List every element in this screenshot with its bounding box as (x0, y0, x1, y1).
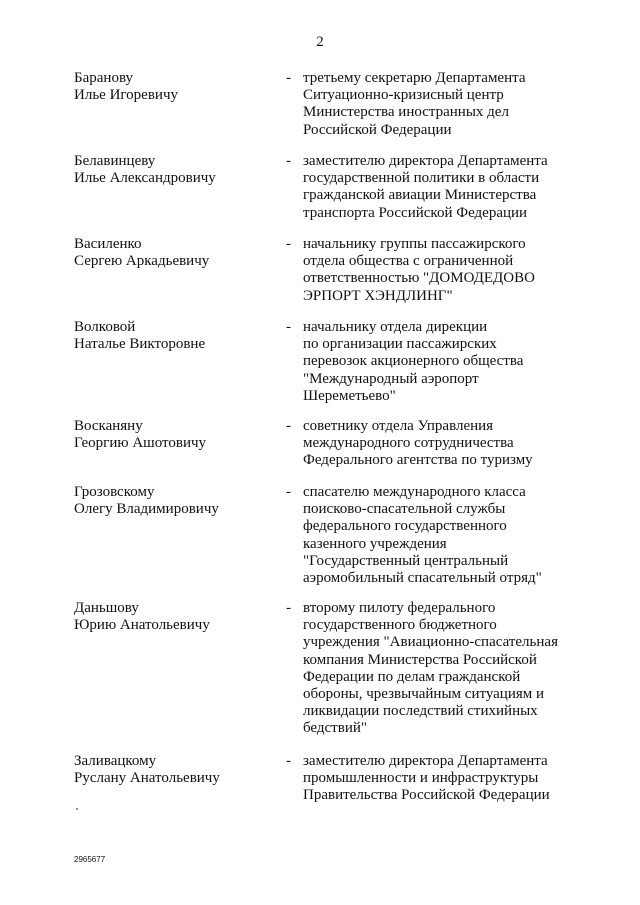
recipient-name (74, 484, 274, 518)
dash-separator: - (286, 418, 291, 434)
recipient-name (74, 418, 274, 452)
position-line: Правительства Российской Федерации (303, 787, 550, 804)
position-line: Федерального агентства по туризму (303, 452, 533, 469)
position-line: Ситуационно-кризисный центр (303, 87, 504, 104)
position-line: ликвидации последствий стихийных (303, 703, 538, 720)
position-line: государственного бюджетного (303, 617, 497, 634)
position-line: учреждения "Авиационно-спасательная (303, 634, 558, 651)
position-line: "Государственный центральный (303, 552, 509, 569)
surname: Волковой (74, 319, 136, 335)
recipient-name (74, 70, 274, 104)
position-line: федерального государственного (303, 518, 507, 535)
position-line: компания Министерства Российской (303, 651, 537, 668)
position-line: ЭРПОРТ ХЭНДЛИНГ" (303, 287, 453, 304)
recipient-position (303, 484, 603, 587)
surname: Заливацкому (74, 753, 157, 769)
position-line: аэромобильный спасательный отряд" (303, 570, 542, 587)
dash-separator: - (286, 236, 291, 252)
position-line: по организации пассажирских (303, 336, 497, 353)
scan-dot-mark (76, 808, 78, 810)
position-line: перевозок акционерного общества (303, 353, 524, 370)
recipient-position (303, 753, 603, 805)
position-line: Шереметьево" (303, 387, 396, 404)
given-names: Руслану Анатольевичу (74, 770, 220, 787)
recipient-position (303, 319, 603, 405)
position-line: казенного учреждения (303, 535, 447, 552)
recipient-name (74, 600, 274, 634)
position-line: ответственностью "ДОМОДЕДОВО (303, 270, 535, 287)
position-line: отдела общества с ограниченной (303, 253, 514, 270)
surname: Белавинцеву (74, 153, 156, 169)
document-code: 2965677 (74, 855, 106, 864)
position-line: международного сотрудничества (303, 435, 514, 452)
surname: Василенко (74, 236, 142, 252)
page-number: 2 (316, 34, 324, 50)
position-line: Российской Федерации (303, 121, 452, 138)
dash-separator: - (286, 70, 291, 86)
recipient-name (74, 319, 274, 353)
recipient-position (303, 236, 603, 305)
given-names: Георгию Ашотовичу (74, 435, 207, 452)
position-line: Федерации по делам гражданской (303, 668, 521, 685)
position-line: промышленности и инфраструктуры (303, 770, 539, 787)
position-line: заместителю директора Департамента (303, 153, 548, 169)
surname: Восканяну (74, 418, 143, 434)
given-names: Илье Игоревичу (74, 87, 178, 104)
surname: Баранову (74, 70, 134, 86)
dash-separator: - (286, 484, 291, 500)
position-line: бедствий" (303, 720, 367, 737)
recipient-position (303, 600, 603, 738)
position-line: обороны, чрезвычайным ситуациям и (303, 686, 545, 703)
position-line: поисково-спасательной службы (303, 501, 506, 518)
position-line: начальнику отдела дирекции (303, 319, 488, 335)
surname: Даньшову (74, 600, 139, 616)
dash-separator: - (286, 319, 291, 335)
position-line: Министерства иностранных дел (303, 104, 509, 121)
given-names: Илье Александровичу (74, 170, 216, 187)
position-line: третьему секретарю Департамента (303, 70, 526, 86)
given-names: Наталье Викторовне (74, 336, 206, 353)
position-line: начальнику группы пассажирского (303, 236, 526, 252)
dash-separator: - (286, 153, 291, 169)
position-line: "Международный аэропорт (303, 370, 479, 387)
position-line: советнику отдела Управления (303, 418, 494, 434)
position-line: заместителю директора Департамента (303, 753, 548, 769)
given-names: Олегу Владимировичу (74, 501, 219, 518)
given-names: Юрию Анатольевичу (74, 617, 210, 634)
position-line: гражданской авиации Министерства (303, 187, 537, 204)
dash-separator: - (286, 600, 291, 616)
recipient-position (303, 153, 603, 222)
dash-separator: - (286, 753, 291, 769)
recipient-position (303, 70, 603, 139)
position-line: государственной политики в области (303, 170, 540, 187)
surname: Грозовскому (74, 484, 155, 500)
given-names: Сергею Аркадьевичу (74, 253, 210, 270)
recipient-position (303, 418, 603, 470)
position-line: спасателю международного класса (303, 484, 526, 500)
position-line: транспорта Российской Федерации (303, 204, 528, 221)
recipient-name (74, 153, 274, 187)
recipient-name (74, 753, 274, 787)
recipient-name (74, 236, 274, 270)
position-line: второму пилоту федерального (303, 600, 496, 616)
